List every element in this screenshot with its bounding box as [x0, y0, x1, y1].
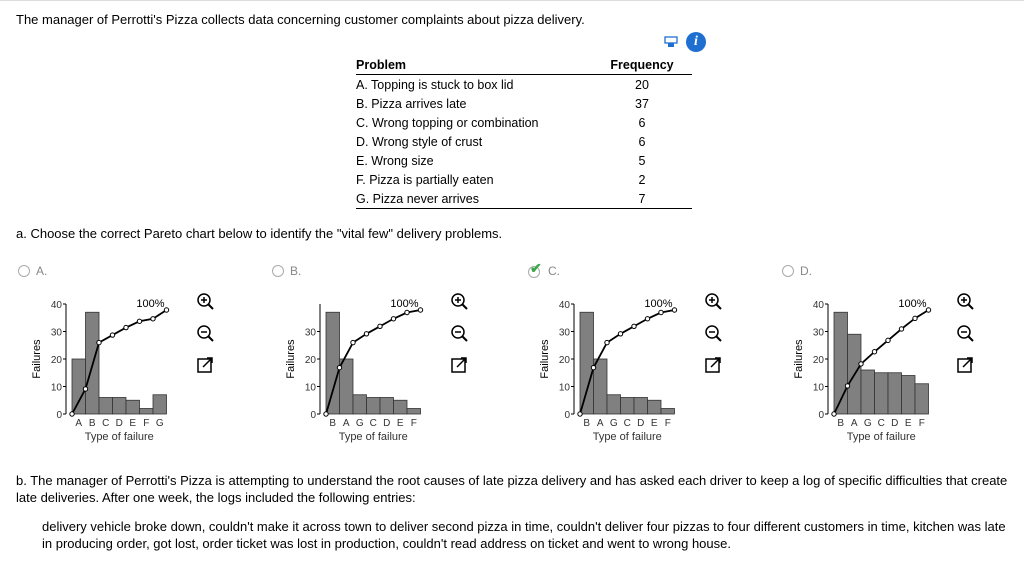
bar-F	[140, 409, 154, 415]
part-a-question: a. Choose the correct Pareto chart below to identify the "vital few" delivery problems.	[16, 226, 503, 241]
radio-c[interactable]	[528, 260, 542, 278]
chart-d-controls	[954, 290, 976, 386]
cumulative-point	[110, 333, 114, 337]
cumulative-point	[872, 350, 876, 354]
y-tick-label: 20	[304, 355, 316, 366]
y-tick-label: 40	[50, 300, 62, 311]
option-a[interactable]	[18, 264, 47, 278]
x-tick-label: A	[596, 418, 604, 429]
y-tick-label: 40	[812, 300, 824, 311]
option-c[interactable]	[528, 260, 560, 278]
cumulative-point	[591, 365, 595, 369]
option-b[interactable]	[272, 264, 301, 278]
cumulative-point	[97, 340, 101, 344]
bar-F	[661, 409, 675, 415]
y-tick-label: 10	[812, 382, 824, 394]
cumulative-point	[391, 317, 395, 321]
pareto-chart-c	[538, 296, 706, 452]
table-row	[356, 170, 692, 189]
bar-G	[353, 395, 367, 414]
y-axis-label: Failures	[793, 339, 805, 379]
bar-E	[394, 400, 408, 414]
bar-B	[326, 312, 340, 414]
y-tick-label: 0	[564, 410, 570, 421]
y-tick-label: 30	[812, 327, 824, 339]
x-tick-label: F	[410, 418, 417, 429]
x-tick-label: E	[129, 418, 137, 429]
cumulative-point	[405, 310, 409, 314]
line-label: 100%	[136, 298, 165, 310]
bar-F	[915, 384, 929, 414]
x-tick-label: F	[664, 418, 671, 429]
cumulative-point	[124, 325, 128, 329]
cumulative-point	[137, 319, 141, 323]
x-tick-label: D	[891, 418, 899, 429]
bar-C	[99, 398, 113, 415]
header-problem: Problem	[356, 56, 592, 75]
pareto-chart-d	[792, 296, 960, 452]
x-tick-label: B	[329, 418, 337, 429]
cumulative-point	[859, 362, 863, 366]
zoom-in-icon[interactable]	[702, 290, 724, 312]
zoom-in-icon[interactable]	[954, 290, 976, 312]
x-tick-label: B	[88, 418, 96, 429]
cumulative-point	[70, 412, 74, 416]
y-tick-label: 30	[50, 327, 62, 339]
x-tick-label: F	[143, 418, 150, 429]
chart-b-controls	[448, 290, 470, 386]
cumulative-point	[378, 324, 382, 328]
option-d-label: D.	[800, 264, 812, 278]
bar-D	[113, 398, 127, 415]
zoom-in-icon[interactable]	[194, 290, 216, 312]
x-tick-label: C	[369, 418, 377, 429]
x-tick-label: G	[155, 418, 164, 429]
x-tick-label: A	[850, 418, 858, 429]
cumulative-point	[83, 387, 87, 391]
x-tick-label: C	[877, 418, 885, 429]
header-frequency: Frequency	[592, 56, 692, 75]
cumulative-point	[832, 412, 836, 416]
bar-C	[621, 398, 635, 415]
y-axis-label: Failures	[285, 339, 297, 379]
copy-icon[interactable]	[664, 36, 678, 48]
cumulative-point	[632, 324, 636, 328]
y-tick-label: 0	[56, 410, 62, 421]
frequency-cell: 37	[635, 96, 649, 111]
problem-cell: E. Wrong size	[356, 153, 434, 168]
intro-text: The manager of Perrotti's Pizza collects data concerning customer complaints about pizza delivery.	[16, 12, 585, 27]
x-axis-label: Type of failure	[84, 431, 154, 443]
zoom-out-icon[interactable]	[194, 322, 216, 344]
table-row	[356, 75, 692, 95]
part-b-question: b. The manager of Perrotti's Pizza is attempting to understand the root causes of late pizza delivery and has asked each driver to keep a log of specific difficulties that create late deliveries. After one week, the logs included the following entries:	[16, 473, 1008, 505]
x-tick-label: A	[75, 418, 83, 429]
table-row	[356, 151, 692, 170]
x-axis-label: Type of failure	[338, 431, 408, 443]
option-a-label: A.	[36, 264, 48, 278]
option-d[interactable]	[782, 264, 812, 278]
part-b-entries: delivery vehicle broke down, couldn't make it across town to deliver second pizza in time, couldn't deliver four pizzas to four different customers in time, kitchen was late in producing order, got lost, order ticket was lost in production, couldn't read address on ticket and went to wrong house.	[42, 519, 1006, 551]
zoom-out-icon[interactable]	[448, 322, 470, 344]
cumulative-point	[659, 310, 663, 314]
bar-D	[380, 398, 394, 415]
y-tick-label: 10	[50, 382, 62, 394]
x-tick-label: D	[383, 418, 391, 429]
x-tick-label: G	[863, 418, 872, 429]
y-tick-label: 40	[558, 300, 570, 311]
bar-A	[72, 359, 86, 414]
bar-E	[902, 376, 916, 415]
cumulative-point	[913, 316, 917, 320]
x-tick-label: E	[904, 418, 912, 429]
bar-G	[861, 370, 875, 414]
checkmark-icon: ✔	[530, 260, 542, 276]
x-tick-label: G	[609, 418, 618, 429]
y-tick-label: 0	[310, 410, 316, 421]
problem-cell: F. Pizza is partially eaten	[356, 172, 494, 187]
frequency-cell: 6	[638, 115, 646, 130]
bar-C	[367, 398, 381, 415]
popout-icon[interactable]	[954, 354, 976, 376]
frequency-cell: 2	[638, 172, 646, 187]
cumulative-point	[337, 365, 341, 369]
frequency-cell: 5	[638, 153, 646, 168]
problem-cell: C. Wrong topping or combination	[356, 115, 539, 130]
cumulative-point	[578, 412, 582, 416]
cumulative-point	[645, 317, 649, 321]
x-tick-label: C	[623, 418, 631, 429]
cumulative-point	[845, 384, 849, 388]
top-divider	[0, 0, 1024, 1]
line-label: 100%	[644, 298, 673, 310]
complaint-table	[356, 56, 692, 209]
table-row	[356, 113, 692, 132]
cumulative-point	[418, 308, 422, 312]
bar-C	[875, 373, 889, 414]
cumulative-point	[351, 340, 355, 344]
x-axis-label: Type of failure	[846, 431, 916, 443]
frequency-cell: 20	[635, 77, 649, 92]
cumulative-point	[672, 308, 676, 312]
x-tick-label: D	[115, 418, 123, 429]
x-tick-label: F	[918, 418, 925, 429]
zoom-in-icon[interactable]	[448, 290, 470, 312]
cumulative-point	[899, 327, 903, 331]
cumulative-point	[164, 308, 168, 312]
cumulative-point	[886, 338, 890, 342]
x-tick-label: A	[342, 418, 350, 429]
bar-B	[580, 312, 594, 414]
option-c-label: C.	[548, 264, 560, 278]
y-tick-label: 20	[812, 355, 824, 366]
chart-c-controls	[702, 290, 724, 386]
x-tick-label: B	[583, 418, 591, 429]
y-tick-label: 20	[558, 355, 570, 366]
y-tick-label: 10	[558, 382, 570, 394]
popout-icon[interactable]	[448, 354, 470, 376]
line-label: 100%	[898, 298, 927, 310]
problem-cell: B. Pizza arrives late	[356, 96, 467, 111]
x-tick-label: E	[650, 418, 658, 429]
y-tick-label: 10	[304, 382, 316, 394]
table-row	[356, 94, 692, 113]
line-label: 100%	[390, 298, 419, 310]
pareto-chart-b	[284, 296, 452, 452]
x-tick-label: C	[102, 418, 110, 429]
cumulative-point	[605, 340, 609, 344]
problem-cell: D. Wrong style of crust	[356, 134, 483, 149]
cumulative-point	[324, 412, 328, 416]
x-tick-label: E	[396, 418, 404, 429]
cumulative-point	[618, 332, 622, 336]
y-tick-label: 30	[558, 327, 570, 339]
bar-G	[607, 395, 621, 414]
y-tick-label: 0	[818, 410, 824, 421]
y-tick-label: 30	[304, 327, 316, 339]
zoom-out-icon[interactable]	[954, 322, 976, 344]
radio-d[interactable]	[782, 265, 794, 277]
cumulative-point	[926, 308, 930, 312]
frequency-cell: 7	[592, 189, 692, 209]
bar-F	[407, 409, 421, 415]
table-row	[356, 189, 692, 209]
pareto-chart-a	[30, 296, 198, 452]
bar-G	[153, 395, 167, 414]
x-tick-label: B	[837, 418, 845, 429]
y-axis-label: Failures	[31, 339, 43, 379]
x-tick-label: G	[355, 418, 364, 429]
bar-D	[888, 373, 902, 414]
chart-a-controls	[194, 290, 216, 386]
table-tools	[664, 32, 706, 52]
radio-b[interactable]	[272, 265, 284, 277]
table-row	[356, 132, 692, 151]
frequency-cell: 6	[638, 134, 646, 149]
popout-icon[interactable]	[194, 354, 216, 376]
radio-a[interactable]	[18, 265, 30, 277]
bar-D	[634, 398, 648, 415]
x-tick-label: D	[637, 418, 645, 429]
bar-E	[126, 400, 140, 414]
cumulative-point	[151, 317, 155, 321]
bar-E	[648, 400, 662, 414]
option-b-label: B.	[290, 264, 302, 278]
popout-icon[interactable]	[702, 354, 724, 376]
problem-cell: A. Topping is stuck to box lid	[356, 77, 514, 92]
info-icon[interactable]: i	[686, 32, 706, 52]
y-tick-label: 20	[50, 355, 62, 366]
cumulative-point	[364, 332, 368, 336]
y-axis-label: Failures	[539, 339, 551, 379]
x-axis-label: Type of failure	[592, 431, 662, 443]
zoom-out-icon[interactable]	[702, 322, 724, 344]
problem-cell: G. Pizza never arrives	[356, 189, 592, 209]
